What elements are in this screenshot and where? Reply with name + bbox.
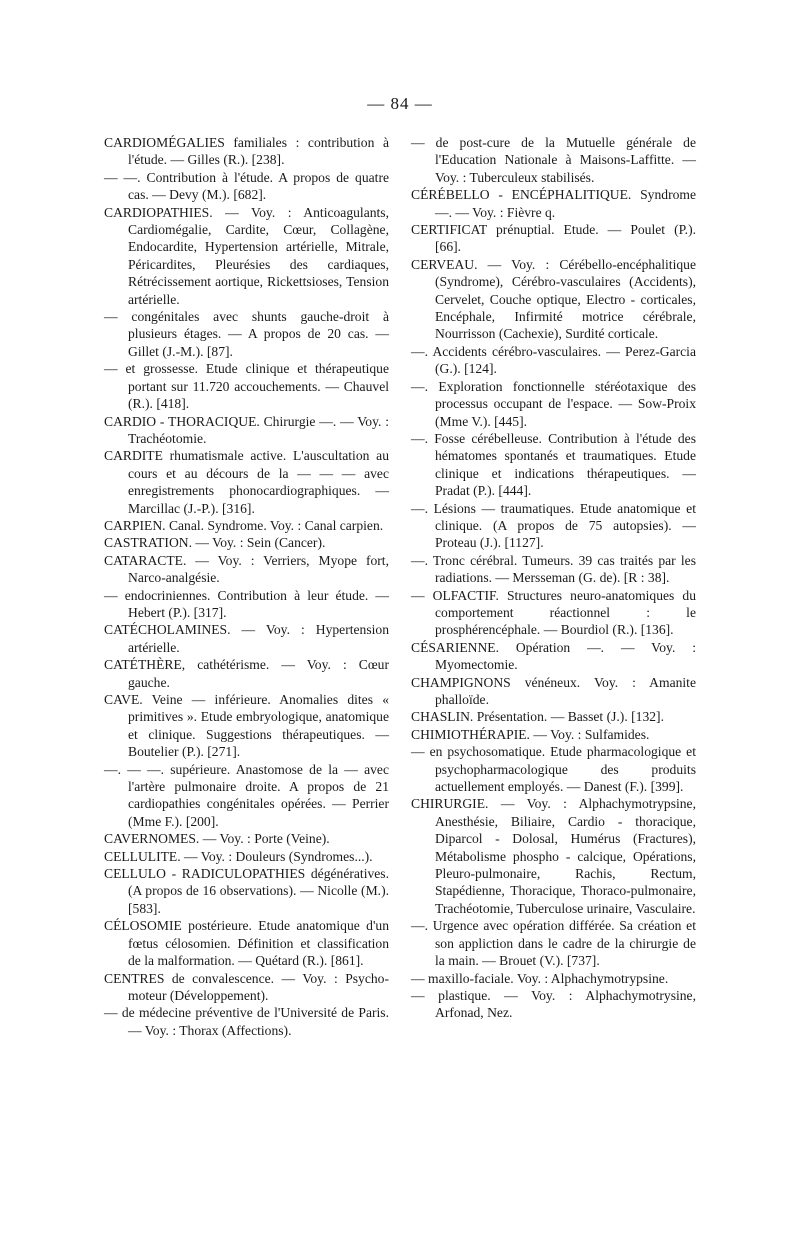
index-entry: CÉSARIENNE. Opération —. — Voy. : Myomectomie. xyxy=(411,639,696,673)
index-entry: CÉRÉBELLO - ENCÉPHALITIQUE. Syndrome —. — Voy. : Fièvre q. xyxy=(411,187,696,220)
index-entry: —. Accidents cérébro-vasculaires. — Perez-Garcia (G.). [124]. xyxy=(411,343,696,377)
index-entry: CHAMPIGNONS vénéneux. Voy. : Amanite phalloïde. xyxy=(411,674,696,707)
index-entry: — plastique. — Voy. : Alphachymotrysine, Arfonad, Nez. xyxy=(411,987,696,1021)
index-entry: CAVERNOMES. — Voy. : Porte (Veine). xyxy=(104,831,330,847)
index-entry: — congénitales avec shunts gauche-droit à plusieurs étages. — A propos de 20 cas. — Gillet (J.-M.). [87]. xyxy=(104,309,389,359)
index-entry: CHASLIN. Présentation. — Basset (J.). [132]. xyxy=(411,709,664,725)
index-entry: — —. Contribution à l'étude. A propos de quatre cas. — Devy (M.). [682]. xyxy=(104,169,389,203)
left-column xyxy=(104,134,389,1039)
index-entry: CENTRES de convalescence. — Voy. : Psycho-moteur (Développement). xyxy=(104,970,389,1003)
index-entry: —. — —. supérieure. Anastomose de la — avec l'artère pulmonaire droite. A propos de 21 cardiopathies congénitales opérées. — Perrier (Mme F.). [200]. xyxy=(104,761,389,829)
index-entry: CAVE. Veine — inférieure. Anomalies dites « primitives ». Etude embryologique, anatomique et clinique. Suggestions thérapeutiques. — Boutelier (P.). [271]. xyxy=(104,692,389,760)
index-entry: CASTRATION. — Voy. : Sein (Cancer). xyxy=(104,535,326,551)
index-entry: CARDIOPATHIES. — Voy. : Anticoagulants, Cardiomégalie, Cardite, Cœur, Collagène, Endocardite, Hypertension artérielle, Mitrale, Péricardites, Pleurésies des cardiaques, Rétrécissement aortique, Rickettsioses, Tension artérielle. xyxy=(104,204,389,307)
index-entry: — et grossesse. Etude clinique et thérapeutique portant sur 11.720 accouchements. — Chauvel (R.). [418]. xyxy=(104,361,389,412)
index-entry: CELLULITE. — Voy. : Douleurs (Syndromes...). xyxy=(104,848,373,864)
index-entry: CATARACTE. — Voy. : Verriers, Myope fort, Narco-analgésie. xyxy=(104,552,389,586)
index-entry: —. Tronc cérébral. Tumeurs. 39 cas traités par les radiations. — Mersseman (G. de). [R : 38]. xyxy=(411,552,696,586)
index-entry: —. Lésions — traumatiques. Etude anatomique et clinique. (A propos de 75 autopsies). — Proteau (J.). [1127]. xyxy=(411,500,696,551)
index-entry: CÉLOSOMIE postérieure. Etude anatomique d'un fœtus célosomien. Définition et classification de la malformation. — Quétard (R.). [861]. xyxy=(104,918,389,969)
index-entry: CARPIEN. Canal. Syndrome. Voy. : Canal carpien. xyxy=(104,517,384,533)
index-entry: CERVEAU. — Voy. : Cérébello-encéphalitique (Syndrome), Cérébro-vasculaires (Accidents), Cervelet, Couche optique, Electro - corticales, Encéphale, Infirmité motrice cérébrale, Nourrisson (Cachexie), Surdité corticale. xyxy=(411,256,696,342)
index-entry: CERTIFICAT prénuptial. Etude. — Poulet (P.). [66]. xyxy=(411,222,696,255)
index-entry: CARDIOMÉGALIES familiales : contribution à l'étude. — Gilles (R.). [238]. xyxy=(104,135,389,168)
index-entry: CARDIO - THORACIQUE. Chirurgie —. — Voy. : Trachéotomie. xyxy=(104,413,389,446)
index-entry: CATÉCHOLAMINES. — Voy. : Hypertension artérielle. xyxy=(104,622,389,655)
index-entry: — endocriniennes. Contribution à leur étude. — Hebert (P.). [317]. xyxy=(104,587,389,620)
index-entry: CHIMIOTHÉRAPIE. — Voy. : Sulfamides. xyxy=(411,726,650,742)
index-entry: — maxillo-faciale. Voy. : Alphachymotrypsine. xyxy=(411,970,669,986)
index-entry: —. Fosse cérébelleuse. Contribution à l'étude des hématomes spontanés et traumatiques. Etude clinique et indications thérapeutiques. — Pradat (P.). [444]. xyxy=(411,430,696,499)
index-entry: CARDITE rhumatismale active. L'auscultation au cours et au décours de la — — — avec enregistrements phonocardiographiques. — Marcillac (J.-P.). [316]. xyxy=(104,448,389,516)
index-entry: — en psychosomatique. Etude pharmacologique et psychopharmacologique des produits actuellement employés. — Danest (F.). [399]. xyxy=(411,744,696,795)
index-entry: — OLFACTIF. Structures neuro-anatomiques du comportement réactionnel : le prosphérencéphale. — Bourdiol (R.). [136]. xyxy=(411,587,696,638)
index-entry: — de médecine préventive de l'Université de Paris. — Voy. : Thorax (Affections). xyxy=(104,1005,389,1038)
index-entry: —. Urgence avec opération différée. Sa création et son appliction dans le cadre de la chirurgie de la main. — Brouet (V.). [737]. xyxy=(411,918,696,969)
index-entry: CELLULO - RADICULOPATHIES dégénératives. (A propos de 16 observations). — Nicolle (M.). [583]. xyxy=(104,866,389,916)
index-entry: —. Exploration fonctionnelle stéréotaxique des processus occupant de l'espace. — Sow-Proix (Mme V.). [445]. xyxy=(411,378,696,429)
index-entry: CHIRURGIE. — Voy. : Alphachymotrypsine, Anesthésie, Biliaire, Cardio - thoracique, Diparcol - Dolosal, Humérus (Fractures), Métabolisme phospho - calcique, Opérations, Pleuro-pulmonaire, Rachis, Rectum, Stapédienne, Thoracique, Thoraco-pulmonaire, Trachéotomie, Tuberculose urinaire, Vasculaire. xyxy=(411,796,696,916)
index-entry: CATÉTHÈRE, cathétérisme. — Voy. : Cœur gauche. xyxy=(104,657,389,690)
index-entry: — de post-cure de la Mutuelle générale de l'Education Nationale à Maisons-Laffitte. — Voy. : Tuberculeux stabilisés. xyxy=(411,135,696,185)
page-number: — 84 — xyxy=(367,94,433,113)
right-column xyxy=(411,134,696,1022)
